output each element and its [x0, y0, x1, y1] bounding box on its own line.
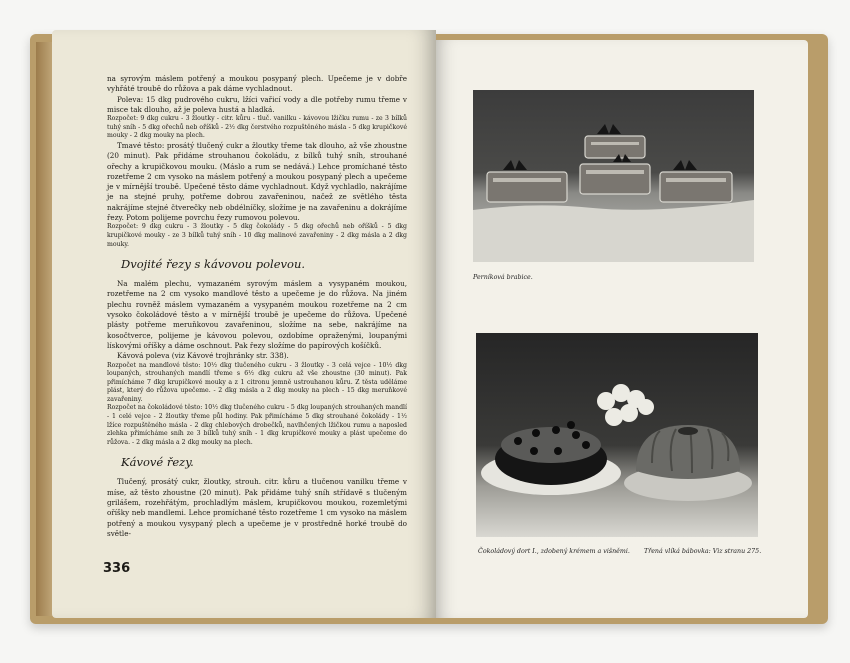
- paragraph: Tlučený, prosátý cukr, žloutky, strouh. citr. kůru a tlučenou vanilku třeme v míse, až těsto zhoustne (20 minut). Pak přidáme tuhý sníh střídavě s tlučeným grilášem, rozehřátým, prochladlým máslem, krupičkovou moukou, rozemletými oříšky neb mandlemi. Lehce promíchané těsto rozetřeme 1 cm vysoko na máslem potřený a moukou vysypaný plech a upečeme je v prostředně horké troubě do světle-: [107, 477, 407, 538]
- recipe-heading: Dvojité řezy s kávovou polevou.: [121, 257, 306, 272]
- page-number: 336: [103, 561, 131, 576]
- paragraph: Poleva: 15 dkg pudrového cukru, lžíci vařicí vody a dle potřeby rumu třeme v misce tak dlouho, až je poleva hustá a hladká.: [107, 94, 407, 114]
- ingredients-note: Rozpočet na čokoládové těsto: 10½ dkg tlučeného cukru - 5 dkg loupaných strouhaných mandlí - 1 celé vejce - 2 žloutky třeme půl hodiny. Pak přimícháme 5 dkg strouhané čokolády - 1½ lžíce rozpuštěného másla - 2 dkg chlebových drobečků, navlhčených lžičkou rumu a naposled zlehka přimícháme sníh ze 3 bílků tuhý sníh - 1 dkg krupičkové mouky a plást upečeme do růžova. - 2 dkg másla a 2 dkg mouky na plech.: [107, 404, 407, 446]
- cakes-photo: [476, 333, 758, 537]
- photo-caption: Čokoládový dort I., zdobený krémem a višněmi.: [478, 548, 630, 555]
- paragraph: Kávová poleva (viz Kávové trojhránky str. 338).: [117, 351, 289, 361]
- recipe-heading: Kávové řezy.: [121, 455, 194, 470]
- gingerbread-box-photo: [473, 90, 754, 262]
- paragraph: Na malém plechu, vymazaném syrovým máslem a vysypaném moukou, rozetřeme na 2 cm vysoko mandlové těsto a upečeme je do růžova. Na jiném plechu rovněž máslem vymazaném a vysypaném moukou rozetřeme na 2 cm vysoko čokoládové těsto a v mírnější troubě je upečeme do růžova. Upečené plásty potřeme meruňkovou zavařeninou, složíme na sebe, nakrájíme na kosočtverce, polijeme je kávovou polevou, ozdobíme opraženými, loupanými lískovými oříšky a dáme oschnout. Pak řezy složíme do papírových košíčků.: [107, 279, 407, 350]
- ingredients-note: Rozpočet: 9 dkg cukru - 3 žloutky - citr. kůru - tluč. vanilku - kávovou lžičku rumu - ze 3 bílků tuhý sníh - 5 dkg ořechů neb oříšků - 2½ dkg čerstvého rozpuštěného másla - 5 dkg krupičkové mouky - 2 dkg mouky na plech.: [107, 115, 407, 140]
- photo-caption: Třená vlíká bábovka: Viz stranu 275.: [644, 548, 762, 555]
- ingredients-note: Rozpočet: 9 dkg cukru - 3 žloutky - 5 dkg čokolády - 5 dkg ořechů neb oříšků - 5 dkg krupičkové mouky - ze 3 bílků tuhý sníh - 10 dkg malinové zavařeniny - 2 dkg másla a 2 dkg mouky.: [107, 223, 407, 248]
- paragraph: na syrovým máslem potřený a moukou posypaný plech. Upečeme je v dobře vyhřáté troubě do růžova a pak dáme vychladnout.: [107, 74, 407, 94]
- left-page-text: [107, 74, 407, 539]
- photo-caption: Perníková brabice.: [473, 274, 533, 281]
- paragraph: Tmavé těsto: prosátý tlučený cukr a žloutky třeme tak dlouho, až vše zhoustne (20 minut). Pak přidáme strouhanou čokoládu, z bílků tuhý sníh, strouhané ořechy a krupičkovou mouku. (Máslo a rum se nedává.) Lehce promíchané těsto rozetřeme 2 cm vysoko na máslem potřený a moukou posypaný plech a upečeme je v mírnější troubě. Upečené těsto dáme vychladnout. Když vychladlo, nakrájíme je na stejné pruhy, potřeme dobrou zavařeninou, načež ze světlého těsta nakrájíme stejné čtverečky neb obdélníčky, složíme je na zavařeninu a dokrájíme řezy. Potom polijeme povrchu řezy rumovou polevou.: [107, 140, 407, 223]
- ingredients-note: Rozpočet na mandlové těsto: 10½ dkg tlučeného cukru - 3 žloutky - 3 celá vejce - 10½ dkg loupaných, strouhaných mandlí třeme s 6½ dkg cukru až vše zhoustne (30 minut). Pak přimícháme 7 dkg krupičkové mouky a z 1 citronu jemně ustrouhanou kůru. Z těsta uděláme plást, který do růžova upečeme. - 2 dkg másla a 2 dkg mouky na plech - 15 dkg meruňkové zavařeniny.: [107, 361, 407, 403]
